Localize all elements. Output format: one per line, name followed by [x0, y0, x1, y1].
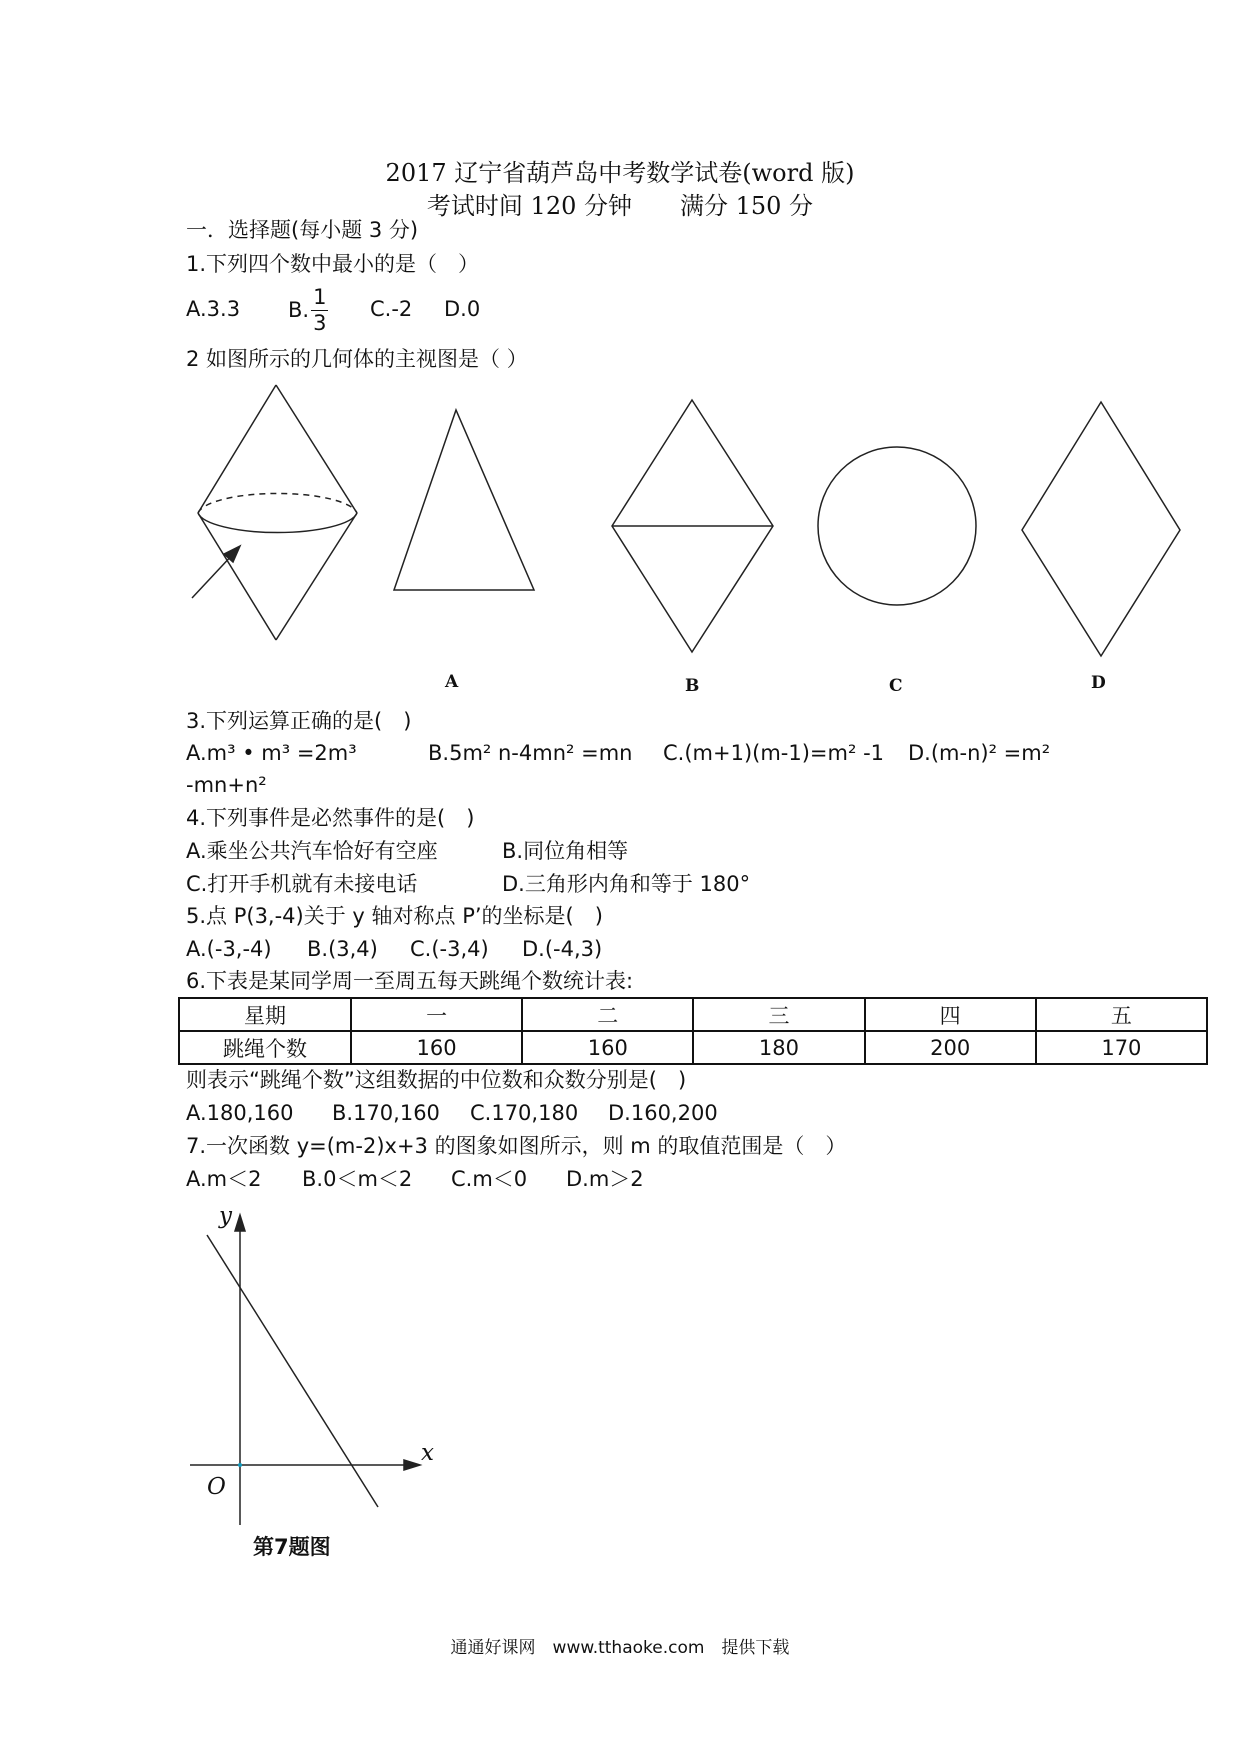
- origin-label: O: [207, 1474, 226, 1500]
- q3-stem: 3.下列运算正确的是( ): [186, 709, 412, 733]
- y-axis-label: y: [219, 1203, 232, 1229]
- q2-label-c: C: [889, 676, 903, 696]
- ellipse-hidden-arc: [198, 493, 357, 513]
- q3-option-d: D.(m-n)² =m²: [908, 741, 1051, 765]
- q4-stem: 4.下列事件是必然事件的是( ): [186, 806, 475, 830]
- q1-option-c: C.-2: [370, 297, 413, 321]
- table-cell: 160: [351, 1031, 522, 1064]
- q4-option-c: C.打开手机就有未接电话: [186, 872, 418, 896]
- x-axis-label: x: [421, 1440, 434, 1466]
- q3-option-d-continued: -mn+n²: [186, 773, 267, 797]
- q7-option-a: A.m＜2: [186, 1167, 262, 1191]
- option-c-circle: [818, 447, 976, 605]
- table-row: [179, 1031, 1207, 1064]
- q3-option-c: C.(m+1)(m-1)=m² -1: [663, 741, 885, 765]
- q2-label-b: B: [685, 676, 700, 696]
- q7-option-c: C.m＜0: [451, 1167, 528, 1191]
- q5-option-d: D.(-4,3): [522, 937, 603, 961]
- q7-stem: 7.一次函数 y=(m-2)x+3 的图象如图所示，则 m 的取值范围是（ ）: [186, 1134, 847, 1158]
- q4-options-row1: [186, 841, 1086, 865]
- section-heading: 一．选择题(每小题 3 分): [186, 218, 419, 242]
- q2-label-a: A: [445, 672, 459, 692]
- q7-options: [186, 1169, 886, 1193]
- q5-options: [186, 939, 886, 963]
- q6-options: [186, 1103, 886, 1127]
- origin-point: [238, 1463, 242, 1467]
- jump-rope-table: [178, 997, 1208, 1065]
- table-cell: 180: [693, 1031, 864, 1064]
- q5-option-a: A.(-3,-4): [186, 937, 272, 961]
- ellipse-visible-arc: [198, 513, 357, 533]
- q4-option-a: A.乘坐公共汽车恰好有空座: [186, 839, 438, 863]
- option-a-triangle: [394, 410, 534, 590]
- q4-options-row2: [186, 874, 1086, 898]
- q6-option-c: C.170,180: [470, 1101, 579, 1125]
- page-title: 2017 辽宁省葫芦岛中考数学试卷(word 版): [385, 159, 855, 187]
- y-axis-arrow: [235, 1215, 245, 1231]
- q2-figure: [180, 380, 1200, 700]
- page-footer: 通通好课网 www.tthaoke.com 提供下载: [450, 1638, 790, 1658]
- q3-option-a: A.m³ • m³ =2m³: [186, 741, 357, 765]
- fraction-denominator: 3: [313, 311, 327, 335]
- table-cell: 170: [1036, 1031, 1207, 1064]
- q6-option-b: B.170,160: [332, 1101, 440, 1125]
- q1-option-b: [288, 287, 328, 334]
- table-cell: 二: [522, 998, 693, 1031]
- table-cell: 四: [865, 998, 1036, 1031]
- q1-option-a: A.3.3: [186, 297, 241, 321]
- q7-option-b: B.0＜m＜2: [302, 1167, 413, 1191]
- q7-option-d: D.m＞2: [566, 1167, 644, 1191]
- q4-option-b: B.同位角相等: [502, 839, 629, 863]
- table-cell: 一: [351, 998, 522, 1031]
- q7-caption: 第7题图: [253, 1535, 331, 1559]
- q1-options: [186, 287, 686, 339]
- table-row: [179, 998, 1207, 1031]
- fraction-numerator: 1: [313, 285, 327, 309]
- q5-option-c: C.(-3,4): [410, 937, 489, 961]
- fraction: [311, 287, 328, 334]
- q4-option-d: D.三角形内角和等于 180°: [502, 872, 751, 896]
- q6-option-a: A.180,160: [186, 1101, 294, 1125]
- table-cell: 跳绳个数: [179, 1031, 351, 1064]
- q2-label-d: D: [1091, 673, 1106, 693]
- page-subtitle: 考试时间 120 分钟 满分 150 分: [426, 192, 814, 220]
- table-cell: 200: [865, 1031, 1036, 1064]
- cone-edge: [276, 385, 357, 513]
- q6-option-d: D.160,200: [608, 1101, 718, 1125]
- option-d-rhombus: [1022, 402, 1180, 656]
- function-line: [207, 1235, 378, 1507]
- q2-stem: 2 如图所示的几何体的主视图是（ ）: [186, 347, 528, 371]
- q6-question: 则表示“跳绳个数”这组数据的中位数和众数分别是( ): [186, 1068, 687, 1092]
- q5-option-b: B.(3,4): [307, 937, 378, 961]
- table-cell: 三: [693, 998, 864, 1031]
- x-axis-arrow: [404, 1460, 420, 1470]
- q3-options: [186, 743, 1226, 767]
- table-cell: 星期: [179, 998, 351, 1031]
- table-cell: 160: [522, 1031, 693, 1064]
- table-cell: 五: [1036, 998, 1207, 1031]
- q6-stem: 6.下表是某同学周一至周五每天跳绳个数统计表:: [186, 969, 634, 993]
- q1-option-d: D.0: [444, 297, 481, 321]
- q3-option-b: B.5m² n-4mn² =mn: [428, 741, 633, 765]
- q5-stem: 5.点 P(3,-4)关于 y 轴对称点 P’的坐标是( ): [186, 904, 603, 928]
- q1-stem: 1.下列四个数中最小的是（ ）: [186, 252, 480, 276]
- q1-option-b-prefix: B.: [288, 298, 310, 322]
